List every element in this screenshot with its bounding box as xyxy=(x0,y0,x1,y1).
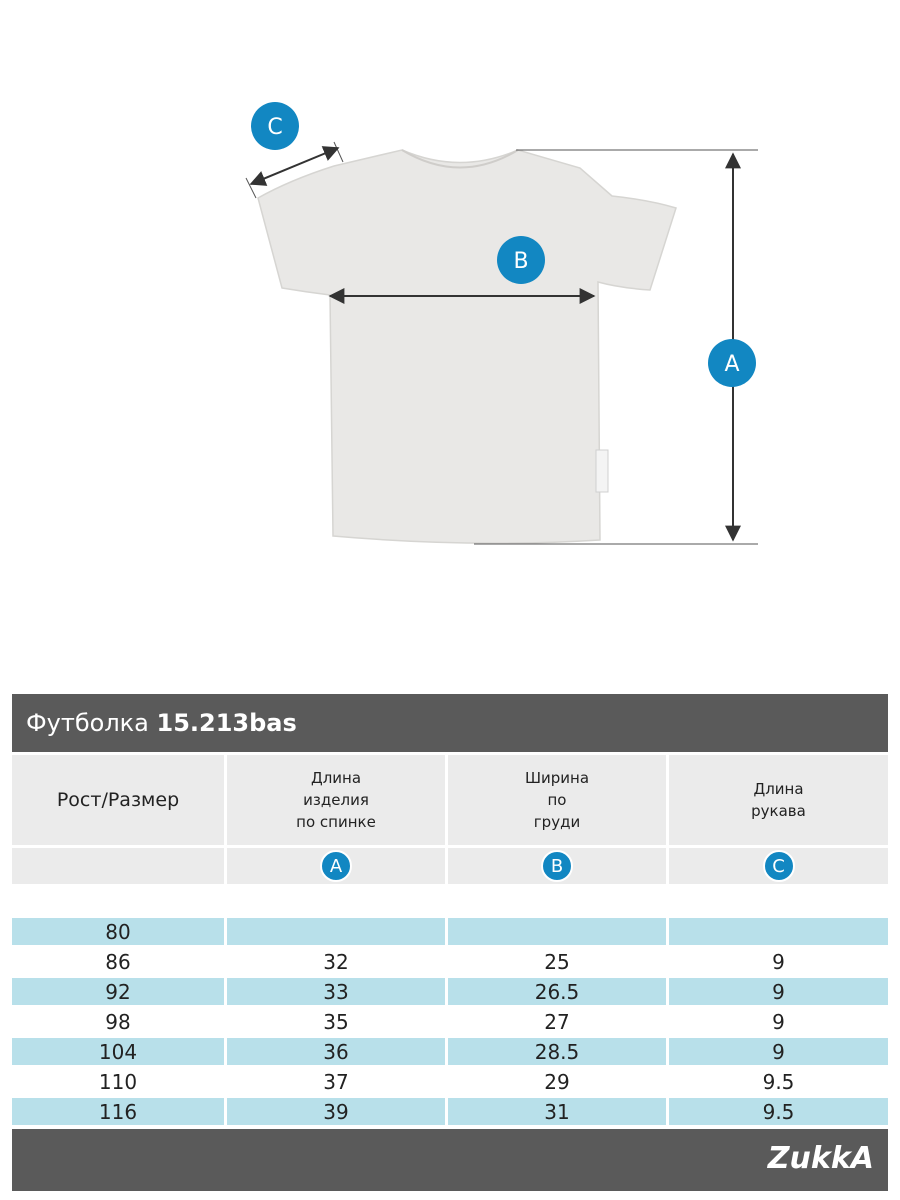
product-header xyxy=(12,694,888,752)
marker-b-badge: B xyxy=(541,850,573,882)
marker-cell-a xyxy=(227,848,445,884)
cell-length: 36 xyxy=(227,1038,445,1065)
header-sleeve-line: Длина xyxy=(753,780,804,798)
header-chest-line: Ширина xyxy=(524,769,590,787)
cell-size: 116 xyxy=(12,1098,224,1125)
header-size xyxy=(12,755,224,845)
cell-length: 35 xyxy=(227,1008,445,1035)
marker-cell-b xyxy=(448,848,666,884)
cell-size: 104 xyxy=(12,1038,224,1065)
cell-sleeve: 9.5 xyxy=(669,1098,888,1125)
footer-bar xyxy=(12,1129,888,1191)
cell-size: 92 xyxy=(12,978,224,1005)
cell-chest xyxy=(448,918,666,945)
tag-label-shape xyxy=(596,450,608,492)
product-code: 15.213bas xyxy=(156,709,297,737)
product-title xyxy=(26,708,297,738)
cell-chest: 25 xyxy=(448,948,666,975)
header-chest-label xyxy=(525,767,589,833)
header-chest xyxy=(448,755,666,845)
cell-length: 39 xyxy=(227,1098,445,1125)
cell-sleeve: 9 xyxy=(669,1008,888,1035)
header-length-line: Длина xyxy=(310,769,362,787)
cell-sleeve xyxy=(669,918,888,945)
cell-chest: 31 xyxy=(448,1098,666,1125)
cell-size: 98 xyxy=(12,1008,224,1035)
tshirt-shape xyxy=(258,150,676,543)
cell-size: 110 xyxy=(12,1068,224,1095)
cell-chest: 26.5 xyxy=(448,978,666,1005)
cell-sleeve: 9 xyxy=(669,978,888,1005)
cell-sleeve: 9 xyxy=(669,948,888,975)
header-chest-line: по xyxy=(547,791,567,809)
header-length-label xyxy=(296,767,376,833)
header-chest-line: груди xyxy=(533,813,581,831)
product-name: Футболка xyxy=(26,709,149,737)
header-length-line: по спинке xyxy=(296,813,376,831)
cell-size: 80 xyxy=(12,918,224,945)
cell-length: 32 xyxy=(227,948,445,975)
marker-a-badge: A xyxy=(320,850,352,882)
brand-logo: ZukkA xyxy=(767,1141,874,1176)
header-sleeve xyxy=(669,755,888,845)
cell-length xyxy=(227,918,445,945)
header-length xyxy=(227,755,445,845)
cell-length: 33 xyxy=(227,978,445,1005)
cell-sleeve: 9 xyxy=(669,1038,888,1065)
marker-cell-c xyxy=(669,848,888,884)
cell-sleeve: 9.5 xyxy=(669,1068,888,1095)
header-length-line: изделия xyxy=(303,791,369,809)
header-sleeve-line: рукава xyxy=(751,802,806,820)
marker-c-label: C xyxy=(267,115,283,140)
marker-c-badge: C xyxy=(763,850,795,882)
cell-length: 37 xyxy=(227,1068,445,1095)
cell-size: 86 xyxy=(12,948,224,975)
header-size-label: Рост/Размер xyxy=(56,789,180,811)
cell-chest: 27 xyxy=(448,1008,666,1035)
cell-chest: 28.5 xyxy=(448,1038,666,1065)
marker-b-label: B xyxy=(513,249,529,274)
marker-a-label: A xyxy=(724,352,740,377)
marker-cell-empty xyxy=(12,848,224,884)
cell-chest: 29 xyxy=(448,1068,666,1095)
header-sleeve-label xyxy=(751,778,806,822)
